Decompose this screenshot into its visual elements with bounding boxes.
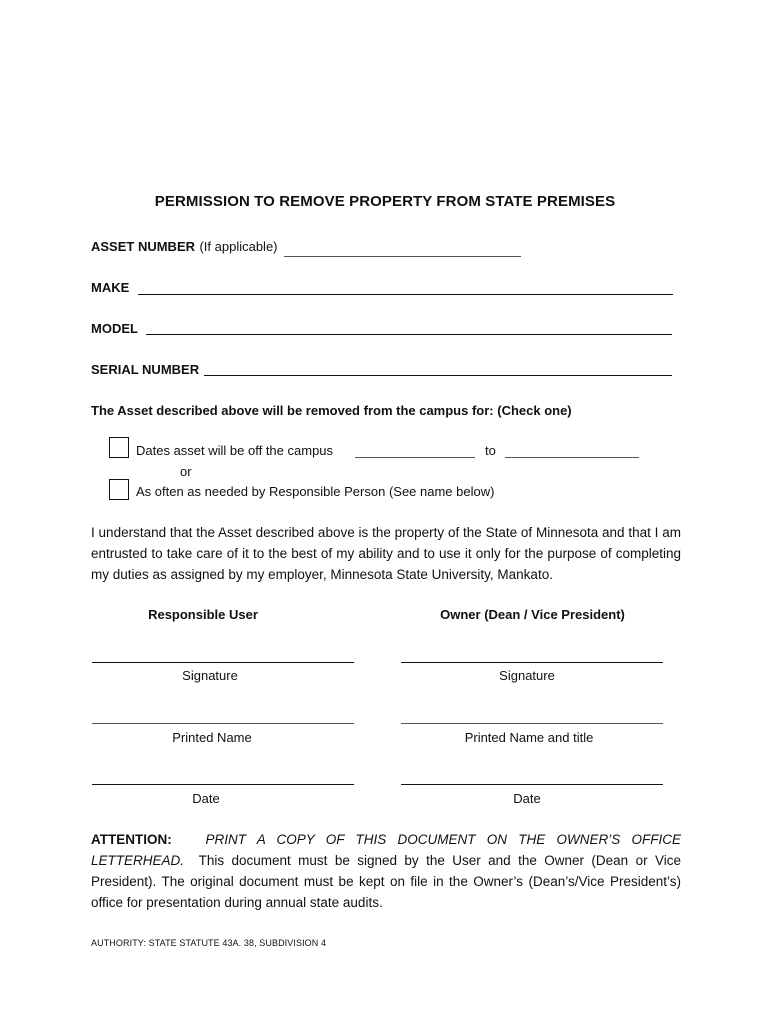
option-dates-checkbox[interactable] <box>109 437 129 458</box>
responsibility-statement: I understand that the Asset described above is the property of the State of Minnesota and that I am entrusted to take care of it to the best of my ability and to use it only for the purpose of completing my duties as assigned by my employer, Minnesota State University, Mankato. <box>91 525 681 582</box>
removal-heading: The Asset described above will be removed from the campus for: (Check one) <box>91 403 572 418</box>
owner-signature-field[interactable] <box>401 662 663 663</box>
user-signature-caption: Signature <box>182 668 238 683</box>
option-as-needed-checkbox[interactable] <box>109 479 129 500</box>
attention-details: This document must be signed by the User and the Owner (Dean or Vice President). The original document must be kept on file in the Owner’s (Dean’s/Vice President’s) office for presentation during annual state audits. <box>91 853 681 910</box>
user-printed-name-caption: Printed Name <box>172 730 252 745</box>
attention-label: ATTENTION: <box>91 832 172 847</box>
user-date-caption: Date <box>192 791 220 806</box>
asset-number-label-row <box>91 238 278 256</box>
asset-number-hint: (If applicable) <box>199 239 278 254</box>
serial-number-label: SERIAL NUMBER <box>91 362 200 377</box>
serial-number-field[interactable] <box>204 375 672 376</box>
date-from-field[interactable] <box>355 457 475 458</box>
to-label: to <box>485 443 496 458</box>
owner-date-field[interactable] <box>401 784 663 785</box>
authority-footer: AUTHORITY: STATE STATUTE 43A. 38, SUBDIVISION 4 <box>91 938 327 948</box>
model-field[interactable] <box>146 334 672 335</box>
owner-heading: Owner (Dean / Vice President) <box>440 607 625 622</box>
user-printed-name-field[interactable] <box>92 723 354 724</box>
responsible-user-heading: Responsible User <box>148 607 258 622</box>
make-field[interactable] <box>138 294 673 295</box>
asset-number-field[interactable] <box>284 256 521 257</box>
owner-printed-name-field[interactable] <box>401 723 663 724</box>
user-signature-field[interactable] <box>92 662 354 663</box>
make-label: MAKE <box>91 280 130 295</box>
date-to-field[interactable] <box>505 457 639 458</box>
owner-printed-name-caption: Printed Name and title <box>464 730 594 745</box>
asset-number-label: ASSET NUMBER <box>91 239 196 254</box>
owner-date-caption: Date <box>513 791 541 806</box>
owner-signature-caption: Signature <box>499 668 555 683</box>
or-label: or <box>180 464 192 479</box>
form-title: PERMISSION TO REMOVE PROPERTY FROM STATE PREMISES <box>154 193 616 210</box>
option-dates-label: Dates asset will be off the campus <box>136 443 334 458</box>
attention-letterhead-instruction: PRINT A COPY OF THIS DOCUMENT ON THE OWNER’S OFFICE LETTERHEAD. <box>91 832 681 868</box>
model-label: MODEL <box>91 321 138 336</box>
attention-paragraph <box>91 829 681 913</box>
user-date-field[interactable] <box>92 784 354 785</box>
option-as-needed-label: As often as needed by Responsible Person (See name below) <box>136 484 495 499</box>
